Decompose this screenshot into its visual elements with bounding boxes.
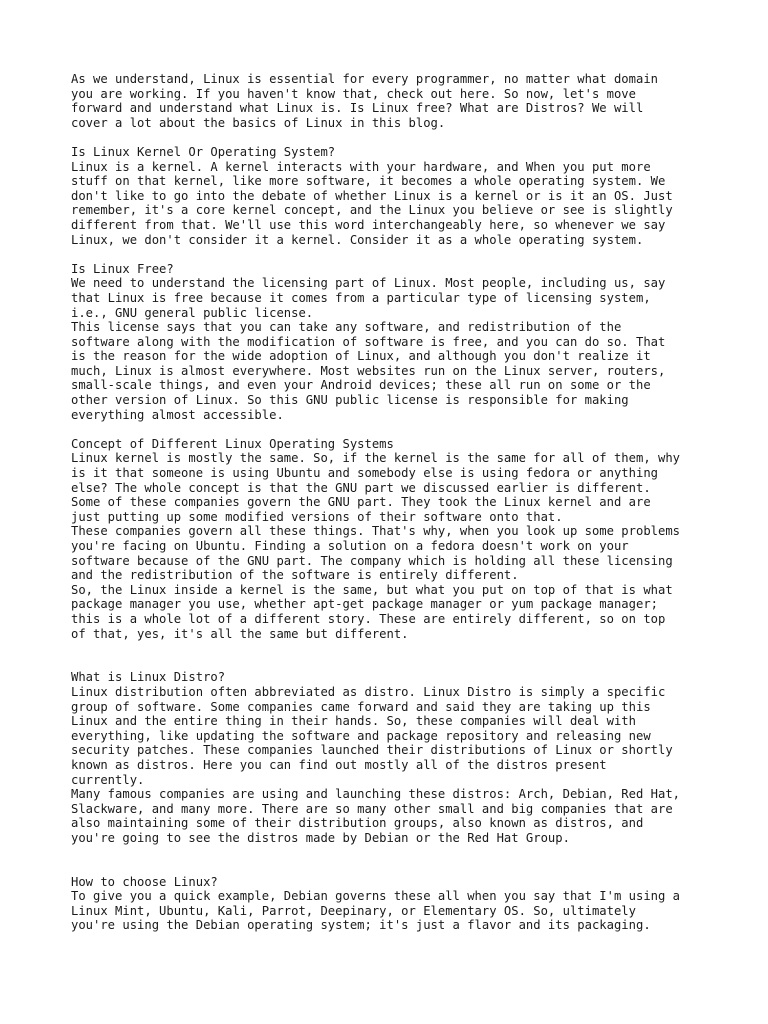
text-line: stuff on that kernel, like more software, it becomes a whole operating system. We: [71, 174, 666, 189]
blank-line: [71, 422, 711, 437]
text-line: Some of these companies govern the GNU part. They took the Linux kernel and are: [71, 495, 651, 510]
text-line: Linux kernel is mostly the same. So, if the kernel is the same for all of them, why: [71, 451, 681, 466]
text-line: forward and understand what Linux is. Is Linux free? What are Distros? We will: [71, 101, 644, 116]
text-line: and the redistribution of the software is entirely different.: [71, 568, 519, 583]
blank-line: [71, 656, 711, 671]
text-line: known as distros. Here you can find out mostly all of the distros present: [71, 757, 607, 772]
text-line: software along with the modification of software is free, and you can do so. That: [71, 334, 666, 349]
text-line: Linux is a kernel. A kernel interacts with your hardware, and When you put more: [71, 159, 651, 174]
text-line: How to choose Linux?: [71, 874, 218, 889]
text-line: security patches. These companies launched their distributions of Linux or shortly: [71, 743, 673, 758]
text-line: cover a lot about the basics of Linux in this blog.: [71, 115, 446, 130]
text-line: Concept of Different Linux Operating Systems: [71, 436, 394, 451]
text-line: everything, like updating the software and package repository and releasing new: [71, 728, 651, 743]
text-line: different from that. We'll use this word interchangeably here, so whenever we say: [71, 217, 666, 232]
text-line: else? The whole concept is that the GNU part we discussed earlier is different.: [71, 480, 651, 495]
text-line: These companies govern all these things. That's why, when you look up some problems: [71, 524, 681, 539]
text-line: As we understand, Linux is essential for every programmer, no matter what domain: [71, 72, 658, 86]
text-line: What is Linux Distro?: [71, 670, 226, 685]
document-page: [71, 72, 711, 933]
text-line: small-scale things, and even your Android devices; these all run on some or the: [71, 378, 651, 393]
text-line: this is a whole lot of a different story. These are entirely different, so on top: [71, 611, 666, 626]
text-line: remember, it's a core kernel concept, and the Linux you believe or see is slightly: [71, 203, 673, 218]
blank-line: [71, 845, 711, 860]
text-line: Linux and the entire thing in their hands. So, these companies will deal with: [71, 714, 636, 729]
text-line: To give you a quick example, Debian governs these all when you say that I'm using a: [71, 889, 681, 904]
text-line: also maintaining some of their distribution groups, also known as distros, and: [71, 816, 644, 831]
text-line: everything almost accessible.: [71, 407, 284, 422]
text-line: software because of the GNU part. The company which is holding all these licensing: [71, 553, 673, 568]
text-line: Is Linux Free?: [71, 261, 174, 276]
blank-line: [71, 641, 711, 656]
text-line: i.e., GNU general public license.: [71, 305, 314, 320]
text-line: you're using the Debian operating system; it's just a flavor and its packaging.: [71, 918, 651, 933]
text-line: is the reason for the wide adoption of Linux, and although you don't realize it: [71, 349, 651, 364]
blank-line: [71, 130, 711, 145]
text-line: Is Linux Kernel Or Operating System?: [71, 144, 336, 159]
text-line: group of software. Some companies came forward and said they are taking up this: [71, 699, 651, 714]
text-line: just putting up some modified versions of their software onto that.: [71, 509, 563, 524]
text-line: Linux, we don't consider it a kernel. Consider it as a whole operating system.: [71, 232, 644, 247]
text-line: We need to understand the licensing part of Linux. Most people, including us, say: [71, 276, 666, 291]
text-line: This license says that you can take any software, and redistribution of the: [71, 320, 622, 335]
text-line: So, the Linux inside a kernel is the same, but what you put on top of that is what: [71, 582, 673, 597]
text-line: currently.: [71, 772, 145, 787]
text-line: don't like to go into the debate of whether Linux is a kernel or is it an OS. Just: [71, 188, 673, 203]
text-line: you're facing on Ubuntu. Finding a solution on a fedora doesn't work on your: [71, 539, 629, 553]
text-line: Linux Mint, Ubuntu, Kali, Parrot, Deepinary, or Elementary OS. So, ultimately: [71, 903, 636, 918]
text-line: much, Linux is almost everywhere. Most websites run on the Linux server, routers,: [71, 363, 666, 378]
text-line: Linux distribution often abbreviated as distro. Linux Distro is simply a specific: [71, 684, 666, 699]
blank-line: [71, 860, 711, 875]
text-line: you're going to see the distros made by Debian or the Red Hat Group.: [71, 830, 570, 845]
text-line: you are working. If you haven't know that, check out here. So now, let's move: [71, 86, 636, 101]
text-line: is it that someone is using Ubuntu and somebody else is using fedora or anything: [71, 466, 658, 481]
text-line: of that, yes, it's all the same but different.: [71, 626, 409, 641]
text-line: Slackware, and many more. There are so many other small and big companies that are: [71, 801, 673, 816]
text-line: Many famous companies are using and launching these distros: Arch, Debian, Red Hat,: [71, 787, 681, 802]
text-line: package manager you use, whether apt-get package manager or yum package manager;: [71, 597, 658, 612]
blank-line: [71, 247, 711, 262]
text-line: other version of Linux. So this GNU public license is responsible for making: [71, 393, 629, 408]
text-line: that Linux is free because it comes from a particular type of licensing system,: [71, 290, 651, 305]
